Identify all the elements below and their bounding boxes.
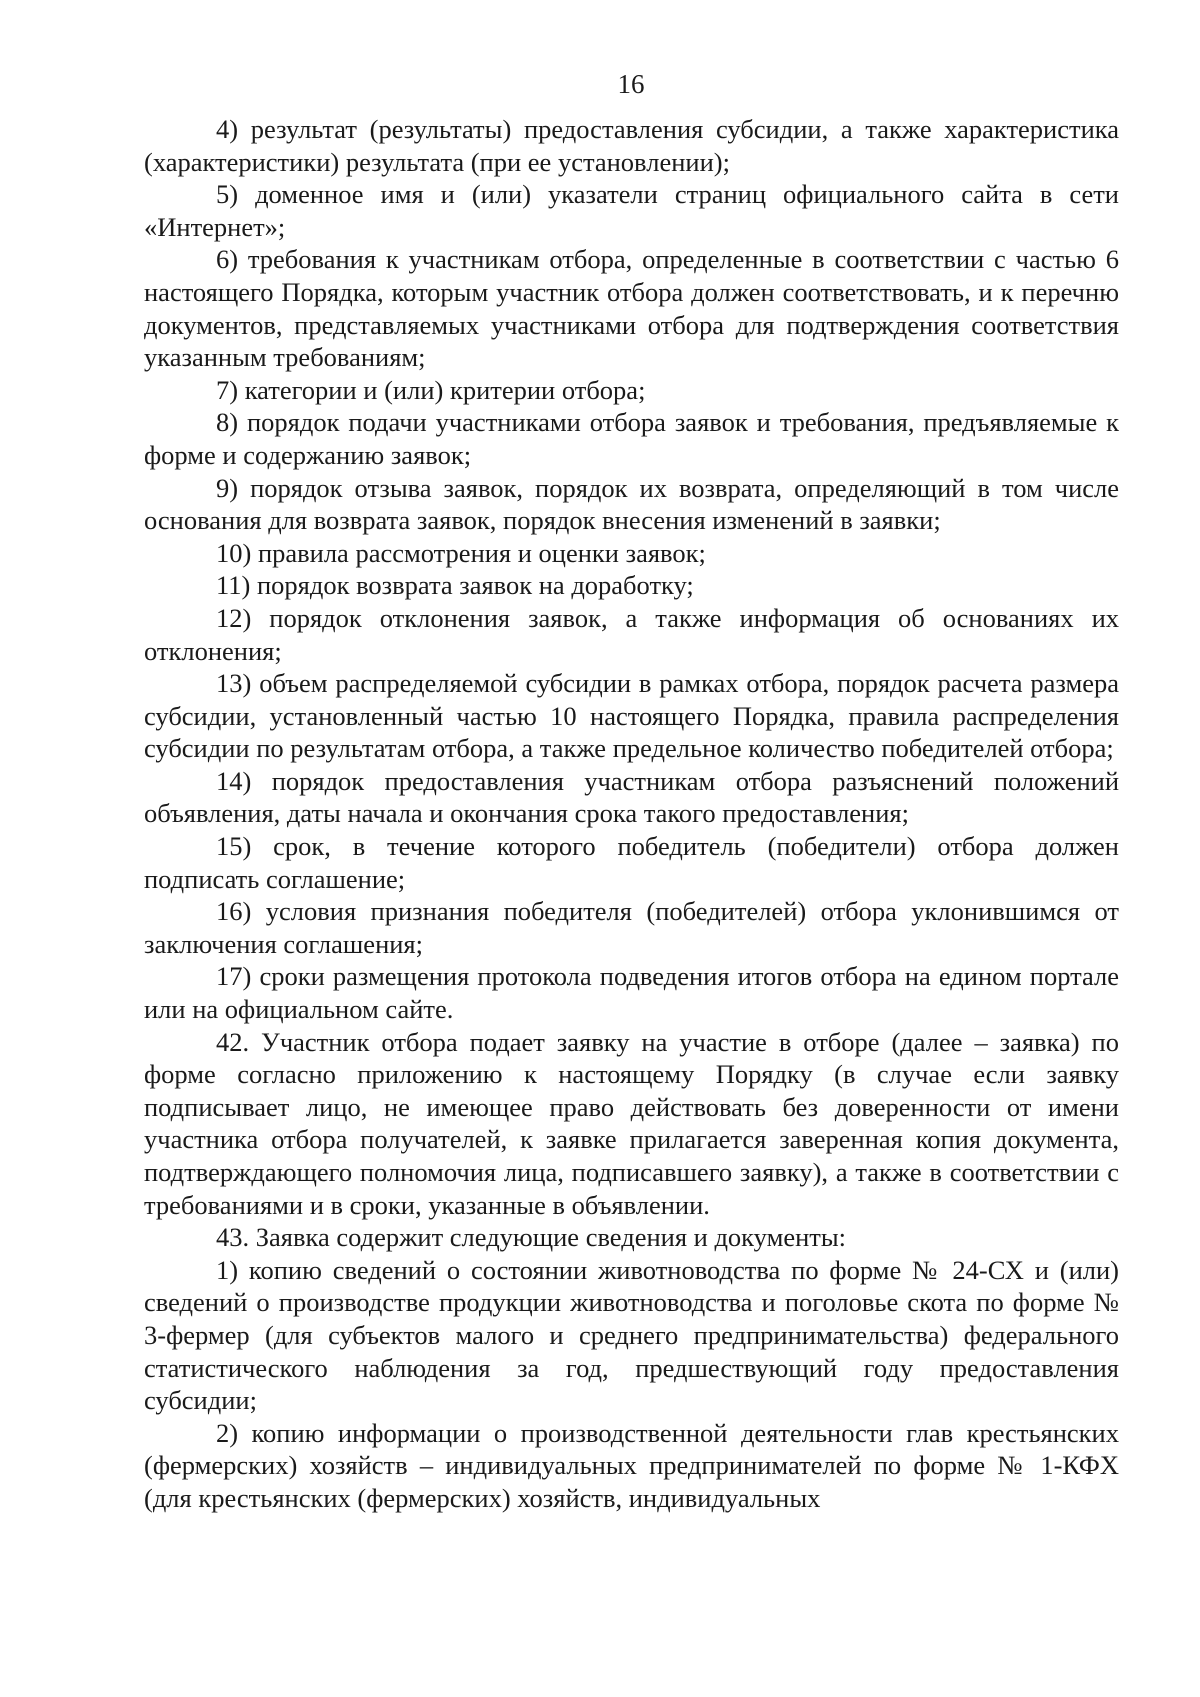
list-item-5: 5) доменное имя и (или) указатели страниц официального сайта в сети «Интернет»; bbox=[144, 179, 1119, 242]
list-item-16: 16) условия признания победителя (победителей) отбора уклонившимся от заключения соглашения; bbox=[144, 896, 1119, 959]
list-item-8: 8) порядок подачи участниками отбора заявок и требования, предъявляемые к форме и содержанию заявок; bbox=[144, 407, 1119, 470]
page-number: 16 bbox=[617, 69, 645, 99]
list-item-10: 10) правила рассмотрения и оценки заявок; bbox=[216, 537, 706, 568]
section-42: 42. Участник отбора подает заявку на участие в отборе (далее – заявка) по форме согласно приложению к настоящему Порядку (в случае если заявку подписывает лицо, не имеющее право действовать без доверенности от имени участника отбора получателей, к заявке прилагается заверенная копия документа, подтверждающего полномочия лица, подписавшего заявку), а также в соответствии с требованиями и в сроки, указанные в объявлении. bbox=[144, 1026, 1119, 1220]
document-body bbox=[144, 113, 1119, 1515]
list-item-15: 15) срок, в течение которого победитель (победители) отбора должен подписать соглашение; bbox=[144, 831, 1119, 894]
section-43-item-1: 1) копию сведений о состоянии животноводства по форме № 24-СХ и (или) сведений о производстве продукции животноводства и поголовье скота по форме № 3-фермер (для субъектов малого и среднего предпринимательства) федерального статистического наблюдения за год, предшествующий году предоставления субсидии; bbox=[144, 1254, 1119, 1416]
list-item-9: 9) порядок отзыва заявок, порядок их возврата, определяющий в том числе основания для возврата заявок, порядок внесения изменений в заявки; bbox=[144, 472, 1119, 536]
list-item-7: 7) категории и (или) критерии отбора; bbox=[216, 374, 646, 405]
list-item-11: 11) порядок возврата заявок на доработку; bbox=[216, 570, 694, 601]
list-item-6: 6) требования к участникам отбора, определенные в соответствии с частью 6 настоящего Порядка, которым участник отбора должен соответствовать, и к перечню документов, представляемых участниками отбора для подтверждения соответствия указанным требованиям; bbox=[144, 244, 1119, 373]
list-item-17: 17) сроки размещения протокола подведения итогов отбора на едином портале или на официальном сайте. bbox=[144, 961, 1119, 1025]
section-43: 43. Заявка содержит следующие сведения и документы: bbox=[216, 1222, 847, 1253]
list-item-12: 12) порядок отклонения заявок, а также информация об основаниях их отклонения; bbox=[144, 602, 1119, 666]
list-item-4: 4) результат (результаты) предоставления субсидии, а также характеристика (характеристики) результата (при ее установлении); bbox=[144, 114, 1119, 177]
list-item-14: 14) порядок предоставления участникам отбора разъяснений положений объявления, даты начала и окончания срока такого предоставления; bbox=[144, 765, 1119, 829]
section-43-item-2: 2) копию информации о производственной деятельности глав крестьянских (фермерских) хозяйств – индивидуальных предпринимателей по форме № 1-КФХ (для крестьянских (фермерских) хозяйств, индивидуальных bbox=[144, 1417, 1119, 1513]
list-item-13: 13) объем распределяемой субсидии в рамках отбора, порядок расчета размера субсидии, установленный частью 10 настоящего Порядка, правила распределения субсидии по результатам отбора, а также предельное количество победителей отбора; bbox=[144, 668, 1119, 764]
